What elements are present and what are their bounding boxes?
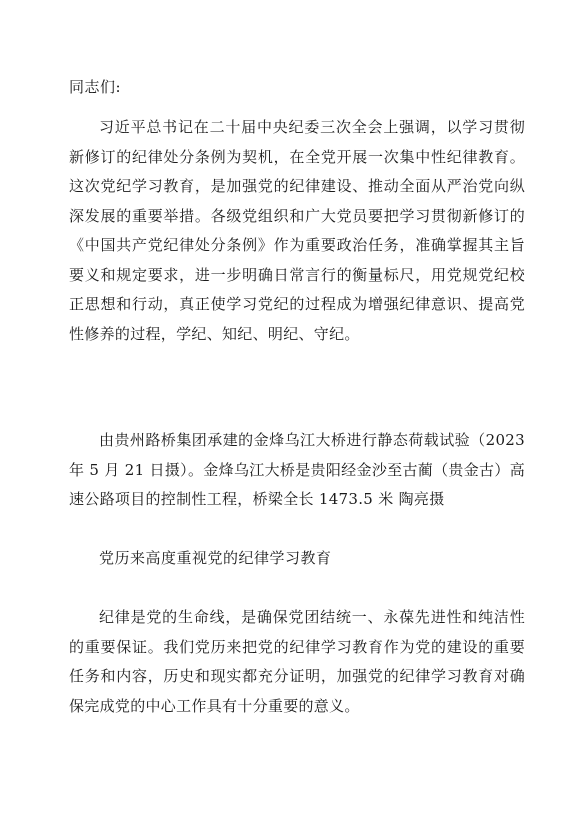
section-heading: 党历来高度重视党的纪律学习教育 [99, 549, 332, 567]
body-paragraph-1: 习近平总书记在二十届中央纪委三次全会上强调，以学习贯彻新修订的纪律处分条例为契机，在全党开展一次集中性纪律教育。这次党纪学习教育，是加强党的纪律建设、推动全面从严治党向纵深发展的重要举措。各级党组织和广大党员要把学习贯彻新修订的《中国共产党纪律处分条例》作为重要政治任务，准确掌握其主旨要义和规定要求，进一步明确日常言行的衡量标尺，用党规党纪校正思想和行动，真正使学习党纪的过程成为增强纪律意识、提高党性修养的过程，学纪、知纪、明纪、守纪。 [69, 118, 525, 343]
photo-caption: 由贵州路桥集团承建的金烽乌江大桥进行静态荷载试验（2023 年 5 月 21 日摄）。金烽乌江大桥是贵阳经金沙至古蔺（贵金古）高速公路项目的控制性工程，桥梁全长 1473.5 米 陶亮摄 [69, 431, 525, 508]
body-paragraph-2: 纪律是党的生命线，是确保党团结统一、永葆先进性和纯洁性的重要保证。我们党历来把党的纪律学习教育作为党的建设的重要任务和内容，历史和现实都充分证明，加强党的纪律学习教育对确保完成党的中心工作具有十分重要的意义。 [69, 608, 525, 715]
greeting-text: 同志们: [69, 78, 122, 96]
